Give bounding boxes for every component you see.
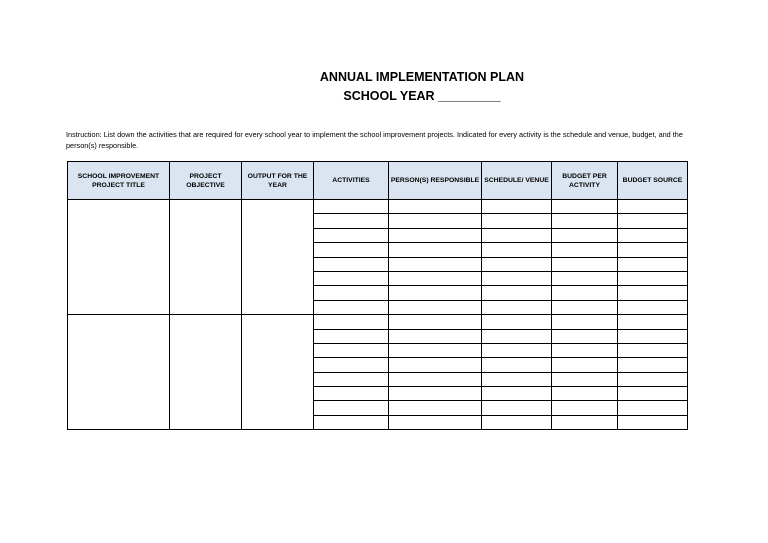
persons-responsible-cell[interactable] — [389, 415, 482, 429]
budget-source-cell[interactable] — [618, 387, 688, 401]
budget-source-cell[interactable] — [618, 372, 688, 386]
school-year-subtitle: SCHOOL YEAR _________ — [343, 89, 501, 103]
activity-cell[interactable] — [314, 271, 389, 285]
header-budget-per-activity: BUDGET PER ACTIVITY — [552, 162, 618, 200]
schedule-venue-cell[interactable] — [482, 343, 552, 357]
activity-cell[interactable] — [314, 358, 389, 372]
budget-per-activity-cell[interactable] — [552, 300, 618, 314]
budget-source-cell[interactable] — [618, 243, 688, 257]
schedule-venue-cell[interactable] — [482, 315, 552, 329]
budget-source-cell[interactable] — [618, 257, 688, 271]
persons-responsible-cell[interactable] — [389, 315, 482, 329]
header-persons-responsible: PERSON(S) RESPONSIBLE — [389, 162, 482, 200]
table-header-row — [68, 162, 688, 200]
table-body — [68, 200, 688, 430]
budget-per-activity-cell[interactable] — [552, 343, 618, 357]
budget-source-cell[interactable] — [618, 214, 688, 228]
persons-responsible-cell[interactable] — [389, 200, 482, 214]
page-title: ANNUAL IMPLEMENTATION PLAN — [319, 70, 525, 84]
activity-cell[interactable] — [314, 228, 389, 242]
activity-cell[interactable] — [314, 300, 389, 314]
header-project-objective: PROJECT OBJECTIVE — [170, 162, 242, 200]
activity-cell[interactable] — [314, 343, 389, 357]
persons-responsible-cell[interactable] — [389, 228, 482, 242]
schedule-venue-cell[interactable] — [482, 271, 552, 285]
budget-per-activity-cell[interactable] — [552, 401, 618, 415]
schedule-venue-cell[interactable] — [482, 228, 552, 242]
activity-cell[interactable] — [314, 315, 389, 329]
schedule-venue-cell[interactable] — [482, 200, 552, 214]
schedule-venue-cell[interactable] — [482, 329, 552, 343]
activity-cell[interactable] — [314, 372, 389, 386]
budget-source-cell[interactable] — [618, 315, 688, 329]
budget-per-activity-cell[interactable] — [552, 315, 618, 329]
table-row — [68, 200, 688, 214]
persons-responsible-cell[interactable] — [389, 286, 482, 300]
activity-cell[interactable] — [314, 200, 389, 214]
budget-per-activity-cell[interactable] — [552, 387, 618, 401]
activity-cell[interactable] — [314, 329, 389, 343]
project-title-cell[interactable] — [68, 200, 170, 315]
persons-responsible-cell[interactable] — [389, 401, 482, 415]
header-activities: ACTIVITIES — [314, 162, 389, 200]
budget-source-cell[interactable] — [618, 358, 688, 372]
activity-cell[interactable] — [314, 387, 389, 401]
activity-cell[interactable] — [314, 286, 389, 300]
budget-source-cell[interactable] — [618, 401, 688, 415]
schedule-venue-cell[interactable] — [482, 243, 552, 257]
budget-per-activity-cell[interactable] — [552, 286, 618, 300]
persons-responsible-cell[interactable] — [389, 343, 482, 357]
budget-per-activity-cell[interactable] — [552, 329, 618, 343]
schedule-venue-cell[interactable] — [482, 372, 552, 386]
budget-source-cell[interactable] — [618, 415, 688, 429]
schedule-venue-cell[interactable] — [482, 401, 552, 415]
budget-source-cell[interactable] — [618, 228, 688, 242]
activity-cell[interactable] — [314, 257, 389, 271]
budget-per-activity-cell[interactable] — [552, 372, 618, 386]
project-objective-cell[interactable] — [170, 315, 242, 430]
budget-per-activity-cell[interactable] — [552, 415, 618, 429]
implementation-plan-table — [67, 161, 688, 430]
budget-per-activity-cell[interactable] — [552, 214, 618, 228]
schedule-venue-cell[interactable] — [482, 286, 552, 300]
budget-source-cell[interactable] — [618, 200, 688, 214]
instruction-text: Instruction: List down the activities that are required for every school year to implement the school improvement projects. Indicated for every activity is the schedule and venue, budget, and the person(s) responsible. — [66, 130, 683, 150]
output-for-year-cell[interactable] — [242, 315, 314, 430]
table-row — [68, 315, 688, 329]
persons-responsible-cell[interactable] — [389, 300, 482, 314]
activity-cell[interactable] — [314, 243, 389, 257]
schedule-venue-cell[interactable] — [482, 415, 552, 429]
header-schedule-venue: SCHEDULE/ VENUE — [482, 162, 552, 200]
budget-source-cell[interactable] — [618, 329, 688, 343]
persons-responsible-cell[interactable] — [389, 271, 482, 285]
persons-responsible-cell[interactable] — [389, 329, 482, 343]
schedule-venue-cell[interactable] — [482, 214, 552, 228]
persons-responsible-cell[interactable] — [389, 214, 482, 228]
schedule-venue-cell[interactable] — [482, 257, 552, 271]
budget-per-activity-cell[interactable] — [552, 200, 618, 214]
header-project-title: SCHOOL IMPROVEMENT PROJECT TITLE — [68, 162, 170, 200]
header-budget-source: BUDGET SOURCE — [618, 162, 688, 200]
persons-responsible-cell[interactable] — [389, 243, 482, 257]
project-title-cell[interactable] — [68, 315, 170, 430]
schedule-venue-cell[interactable] — [482, 300, 552, 314]
budget-source-cell[interactable] — [618, 343, 688, 357]
budget-per-activity-cell[interactable] — [552, 228, 618, 242]
budget-source-cell[interactable] — [618, 271, 688, 285]
budget-per-activity-cell[interactable] — [552, 358, 618, 372]
budget-source-cell[interactable] — [618, 286, 688, 300]
persons-responsible-cell[interactable] — [389, 372, 482, 386]
activity-cell[interactable] — [314, 415, 389, 429]
header-output-for-year: OUTPUT FOR THE YEAR — [242, 162, 314, 200]
schedule-venue-cell[interactable] — [482, 358, 552, 372]
project-objective-cell[interactable] — [170, 200, 242, 315]
persons-responsible-cell[interactable] — [389, 358, 482, 372]
budget-per-activity-cell[interactable] — [552, 257, 618, 271]
persons-responsible-cell[interactable] — [389, 387, 482, 401]
output-for-year-cell[interactable] — [242, 200, 314, 315]
budget-per-activity-cell[interactable] — [552, 243, 618, 257]
activity-cell[interactable] — [314, 401, 389, 415]
budget-source-cell[interactable] — [618, 300, 688, 314]
schedule-venue-cell[interactable] — [482, 387, 552, 401]
activity-cell[interactable] — [314, 214, 389, 228]
persons-responsible-cell[interactable] — [389, 257, 482, 271]
budget-per-activity-cell[interactable] — [552, 271, 618, 285]
